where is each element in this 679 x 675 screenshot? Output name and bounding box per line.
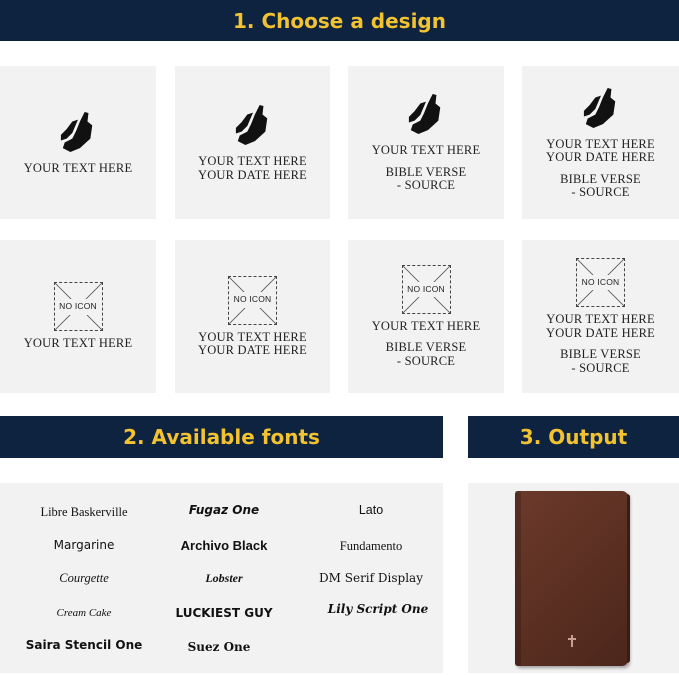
font-lily-script-one[interactable]: Lily Script One — [327, 602, 429, 616]
design-card-3[interactable] — [348, 66, 504, 219]
font-cream-cake[interactable]: Cream Cake — [56, 607, 112, 619]
design-source-line: - SOURCE — [396, 353, 456, 368]
design-text-line: YOUR TEXT HERE — [371, 318, 481, 333]
fonts-panel — [0, 483, 443, 673]
design-verse-line: BIBLE VERSE — [385, 340, 467, 355]
font-lato[interactable]: Lato — [358, 503, 384, 517]
no-icon-label: NO ICON — [581, 275, 621, 291]
brown-leather-bible-cover — [515, 491, 628, 666]
header-choose-design-label: 1. Choose a design — [233, 8, 446, 33]
design-card-1[interactable] — [0, 66, 156, 219]
cross-icon — [568, 635, 576, 647]
header-available-fonts-label: 2. Available fonts — [123, 425, 320, 449]
design-text-line: YOUR TEXT HERE — [371, 143, 481, 158]
design-source-line: - SOURCE — [571, 360, 630, 375]
font-dm-serif-display[interactable]: DM Serif Display — [319, 571, 423, 585]
design-card-6[interactable] — [175, 240, 330, 393]
design-source-line: - SOURCE — [571, 185, 630, 199]
design-date-line: YOUR DATE HERE — [545, 150, 656, 164]
font-lobster[interactable]: Lobster — [205, 571, 243, 585]
no-icon-placeholder — [228, 276, 277, 325]
header-available-fonts — [0, 416, 443, 458]
header-output — [468, 416, 679, 458]
font-courgette[interactable]: Courgette — [59, 571, 109, 585]
design-text-line: YOUR TEXT HERE — [23, 336, 133, 351]
font-libre-baskerville[interactable]: Libre Baskerville — [40, 505, 128, 519]
design-source-line: - SOURCE — [396, 178, 456, 193]
font-suez-one[interactable]: Suez One — [187, 640, 251, 654]
design-verse-line: BIBLE VERSE — [560, 171, 641, 186]
design-card-7[interactable] — [348, 240, 504, 393]
font-saira-stencil-one[interactable]: Saira Stencil One — [25, 638, 143, 652]
design-verse-line: BIBLE VERSE — [560, 347, 641, 361]
praying-hands-icon — [407, 92, 445, 136]
no-icon-placeholder — [54, 282, 103, 331]
design-verse-line: BIBLE VERSE — [385, 164, 467, 179]
design-text-line: YOUR TEXT HERE — [23, 160, 133, 175]
design-card-8[interactable] — [522, 240, 679, 393]
praying-hands-icon — [582, 86, 620, 130]
no-icon-label: NO ICON — [58, 299, 98, 315]
praying-hands-icon — [234, 103, 272, 147]
no-icon-placeholder — [402, 265, 451, 314]
no-icon-label: NO ICON — [406, 282, 446, 298]
no-icon-label: NO ICON — [233, 292, 273, 308]
praying-hands-icon — [59, 110, 97, 154]
design-date-line: YOUR DATE HERE — [545, 325, 656, 340]
font-luckiest-guy[interactable]: LUCKIEST GUY — [175, 606, 273, 620]
design-card-4[interactable] — [522, 66, 679, 219]
output-panel — [468, 483, 679, 673]
design-text-line: YOUR TEXT HERE — [198, 154, 307, 168]
font-margarine[interactable]: Margarine — [53, 538, 115, 552]
design-date-line: YOUR DATE HERE — [197, 343, 308, 357]
font-archivo-black[interactable]: Archivo Black — [180, 538, 268, 553]
design-text-line: YOUR TEXT HERE — [546, 136, 655, 151]
font-fundamento[interactable]: Fundamento — [339, 539, 403, 553]
font-fugaz-one[interactable]: Fugaz One — [188, 503, 260, 517]
no-icon-placeholder — [576, 258, 625, 307]
design-text-line: YOUR TEXT HERE — [546, 312, 655, 326]
design-text-line: YOUR TEXT HERE — [198, 329, 307, 344]
design-card-2[interactable] — [175, 66, 330, 219]
header-output-label: 3. Output — [519, 425, 628, 449]
design-date-line: YOUR DATE HERE — [197, 167, 308, 182]
design-card-5[interactable] — [0, 240, 156, 393]
header-choose-design — [0, 0, 679, 41]
